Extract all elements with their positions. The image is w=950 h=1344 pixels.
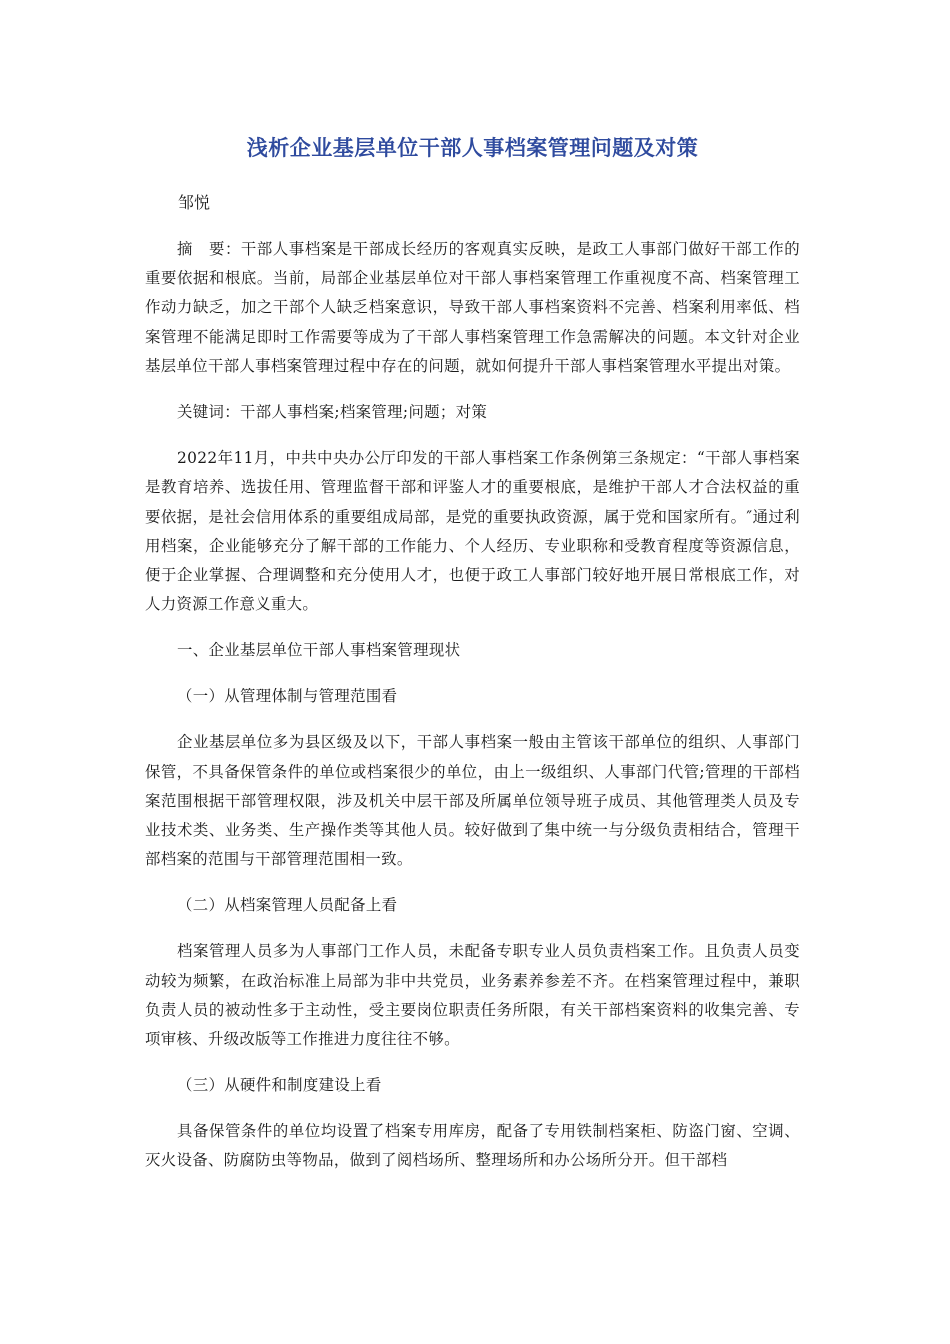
subsection-heading-2: （二）从档案管理人员配备上看 (177, 896, 398, 915)
subsection-heading-3: （三）从硬件和制度建设上看 (177, 1076, 382, 1095)
abstract-paragraph: 摘 要：干部人事档案是干部成长经历的客观真实反映，是政工人事部门做好干部工作的重要依据和根底。当前，局部企业基层单位对干部人事档案管理工作重视度不高、档案管理工作动力缺乏，加之干部个人缺乏档案意识，导致干部人事档案资料不完善、档案利用率低、档案管理不能满足即时工作需要等成为了干部人事档案管理工作急需解决的问题。本文针对企业基层单位干部人事档案管理过程中存在的问题，就如何提升干部人事档案管理水平提出对策。 (145, 240, 800, 375)
keywords-paragraph: 关键词：干部人事档案;档案管理;问题；对策 (177, 403, 488, 422)
subsection-body-2: 档案管理人员多为人事部门工作人员，未配备专职专业人员负责档案工作。且负责人员变动较为频繁，在政治标准上局部为非中共党员，业务素养参差不齐。在档案管理过程中，兼职负责人员的被动性多于主动性，受主要岗位职责任务所限，有关干部档案资料的收集完善、专项审核、升级改版等工作推进力度往往不够。 (145, 942, 800, 1049)
section-heading: 一、企业基层单位干部人事档案管理现状 (177, 641, 461, 660)
document-title: 浅析企业基层单位干部人事档案管理问题及对策 (246, 136, 699, 160)
intro-paragraph: 2022年11月，中共中央办公厅印发的干部人事档案工作条例第三条规定：“干部人事档案是教育培养、选拔任用、管理监督干部和评鉴人才的重要根底，是维护干部人才合法权益的重要依据，是社会信用体系的重要组成局部，是党的重要执政资源，属于党和国家所有。″通过利用档案，企业能够充分了解干部的工作能力、个人经历、专业职称和受教育程度等资源信息，便于企业掌握、合理调整和充分使用人才，也便于政工人事部门较好地开展日常根底工作，对人力资源工作意义重大。 (145, 449, 800, 614)
document-page (145, 128, 800, 1193)
subsection-heading-1: （一）从管理体制与管理范围看 (177, 687, 398, 706)
subsection-body-1: 企业基层单位多为县区级及以下，干部人事档案一般由主管该干部单位的组织、人事部门保管，不具备保管条件的单位或档案很少的单位，由上一级组织、人事部门代管;管理的干部档案范围根据干部管理权限，涉及机关中层干部及所属单位领导班子成员、其他管理类人员及专业技术类、业务类、生产操作类等其他人员。较好做到了集中统一与分级负责相结合，管理干部档案的范围与干部管理范围相一致。 (145, 733, 800, 869)
subsection-body-3: 具备保管条件的单位均设置了档案专用库房，配备了专用铁制档案柜、防盗门窗、空调、灭火设备、防腐防虫等物品，做到了阅档场所、整理场所和办公场所分开。但干部档 (145, 1122, 800, 1170)
author-name: 邹悦 (178, 193, 211, 212)
